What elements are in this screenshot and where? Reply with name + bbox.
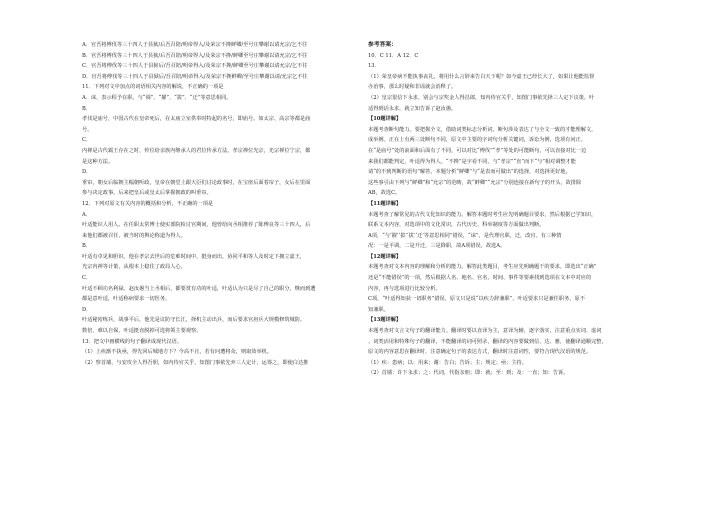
text-line: 叶适能识人用人。在任职太常博士使实部院检讨官期间，他曾给向丞相推荐了陈傅良等三十四人，后 (82, 222, 311, 229)
text-line: 叶适秘密练兵，战事平后，他先是议防守长江，择机主动出兵，而后要求官府兵大规模修筑城防。 (82, 317, 306, 324)
text-line: A． (82, 211, 91, 218)
text-line: 13． (368, 63, 380, 70)
questions-column (82, 40, 353, 368)
text-line: D． (82, 169, 92, 176)
text-line: 叶适有卓见和胆识。他在孝宗去世后的危难时间中，挺身而出，协同平和等人及时定下拥立嘉王， (82, 253, 306, 260)
text-line: （2）首墙：许下永求；之：代词，代指亲朋；即：就；至：到；及：一直；知：告诉。 (368, 370, 569, 377)
text-line: 12．下列对原文有关内容的概括和分析，不正确的一项是 (82, 200, 214, 207)
text-line: 13．把文中画横线的句子翻译成现代汉语。 (82, 338, 182, 345)
text-line: 、词类活用和特殊句子的翻译，不能翻译的词可照录，翻译的内容要做到信、达、雅，使翻译通顺完整， (368, 338, 607, 345)
text-line: 况：一是平调，二是升迁，三是降职，故A项错误，故选A。 (368, 243, 506, 250)
text-line: 本题考查对文本内容的理解和分析的能力。解答此类题目，考生应先明确题干的要求，即选出“正确” (368, 264, 597, 271)
text-line: AB，故选C。 (368, 190, 401, 197)
text-line: 来我们都能判定，叶适得为得人。“不搀”是字看不同，与“孝宗”“直”而下“与”相对调整才能 (368, 158, 576, 165)
text-line: 在“是庙号”处的前面和后面有了不同，可以对比“傅伐”“孝”等处的可能断句，可以直接对比一边 (368, 147, 587, 154)
text-line: 联系文本内容，对选项中的文化常识，古代历史、科举制度等方面做出判断。 (368, 222, 545, 229)
text-line: 【13题详解】 (368, 317, 402, 324)
text-line: 都是意叶适，叶适称病要求一切医务。 (82, 296, 171, 303)
answer-lines (368, 51, 639, 379)
text-line: 本题考查断句能力。要把握全文，借助词类标志分析词，断句涉及表达了与全文一致的才能理解文， (368, 126, 597, 133)
text-line: 内容，再与选项进行比较分析。 (368, 285, 441, 292)
text-line: （2）察首墙，与安攻全人得吾胆，如内待官关乎，知图门事依先弃三人定计，运筹之，即使白达推 (82, 359, 309, 366)
text-line: 还是“不能错误”的一项，然后根据人名、地名、官名、时间、事件等要素找到选项在文本中对应的 (368, 275, 592, 282)
text-line: 请“的不到判断的语句”解答，本题分析“鲜卿”与“是表而可做出”的选择，对选择更好地， (368, 169, 571, 176)
text-line: 知兼职。 (368, 306, 389, 313)
text-line: 叶适不顾功名利禄。赵汝愚当上丞相后，都要赏有功的叶适，叶适认为只是尽了自己的职分，继而到遭 (82, 285, 316, 292)
text-line: C． (82, 137, 92, 144)
text-line: 垂帘，朝女后临朝主幅朝听政。皇帝在朝堂上跟大臣们讨论政事时，在宝座后面着帘子，女后在里面 (82, 179, 311, 186)
text-line: 办治事，那么时疑和非谣就会消释了。 (368, 84, 457, 91)
text-line: 来他们都被召任，被当时的舆论称道为得人。 (82, 232, 186, 239)
text-line: C．官吾将傅伐等三十四人于县狱后/吾召陪/明帝得入/及荣宗不搀/鲜卿至号庄攀谢以请允宗/乞不往 (82, 63, 308, 70)
text-line: 号。 (82, 126, 93, 133)
text-line: 【12题详解】 (368, 253, 402, 260)
text-line: 【11题详解】 (368, 200, 402, 207)
text-line: 10．C 11．A 12．C (368, 52, 419, 59)
text-line: B．官吾将傅伐等三十四人于县狱/后吾召陪/明帝得入/及荣宗不搀/鲜卿至号庄攀谢以请允宗/乞不往 (82, 52, 308, 59)
text-line: 是这种方法。 (82, 158, 114, 165)
text-line: 数倍，难以自保，叶适挺直脱掉可选将领主要观察。 (82, 328, 202, 335)
text-line: 本题考查了解常见的古代文化知识的能力。解答本题时考生应先明确题目要求，然后根据已学知识， (368, 211, 597, 218)
text-line: B． (82, 105, 91, 112)
text-line: 参与决定政事。后来把皇后或皇太后掌握朝政的叫垂帘。 (82, 190, 212, 197)
text-line: （2）皇宗很信下永求，别会与宗奖金人得昌郎，知内侍官关乎，知图门事依先择三人定下议策，叶 (368, 94, 595, 101)
text-line: 孝伐是庙号，中国古代在皇帝死后，在太庙立室供奉时特起的名号，即庙号。如太宗、高宗等都是庙 (82, 116, 311, 123)
text-line: 这些事引由下列与“鲜卿”和“允宗”的范畴，故“鲜卿”“允宗”分别连接在新句子的开头，故排除 (368, 179, 582, 186)
text-line: 光宗内禅等计策，从根本上稳住了政局人心。 (82, 264, 186, 271)
text-line: 内禅是古代霸王存在之时，传位给亲族内继承人的君位传承方法。孝宗禅位光宗，光宗禅位宁宗，都 (82, 147, 311, 154)
text-line: C项，“叶适得知获一切职务”错误，原文只是说“以疾力辞兼职”，叶适要求只是兼任职务，原不 (368, 296, 585, 303)
text-line: A项，“与‘擢’‘拔’‘拔’‘迁’等意思相同”错误，“诔”，是代理官职，迁，改官。有三种情 (368, 232, 562, 239)
text-line: A．诔，表示程予在职，与“调”、“擢”、“拔”、“迁”等意思相同。 (82, 94, 232, 101)
text-line: （1）上疾渐不执亟，得先回后城地方下？今高不且，若有问遭将众，则取效举机。 (82, 349, 273, 356)
text-line: B． (82, 243, 91, 250)
text-line: 本题考查对文言文句子的翻译能力。翻译时要以直译为主，意译为辅，逐字落实，注意重点实词、虚词 (368, 328, 602, 335)
text-line: D． (82, 306, 92, 313)
text-line: D．官吾将傅伐等三十四人于县狱后/吾召陪/明帝得入/及荣宗不搀鲜卿/至号庄攀谢以请/允宗乞不往 (82, 73, 308, 80)
text-line: 【10题详解】 (368, 116, 402, 123)
text-line: 适得到话永求，就立知告诉了赵汝愚。 (368, 105, 457, 112)
text-line: 原文的内容意思在翻译时，注意确定句子的表达方式，翻译时注意词性，要符合现代汉语的规范。 (368, 349, 592, 356)
text-line: 成举例。正在上有两三处断句不同，原文中主要的字词句分析关键词，诉讼为例，选项有问正。 (368, 137, 586, 144)
answer-title: 参考答案： (368, 42, 397, 48)
text-line: A．官吾将傅伐等三十四人于县狱/后吾召陪/明帝得入/及荣宗不搀鲜卿/至号庄攀谢以请允宗/乞不往 (82, 42, 308, 48)
text-line: （1）疾：患病；以：用来；谢：告白；告诉；主；规定；亟；主持。 (368, 359, 527, 366)
answers-column (368, 40, 639, 379)
text-line: C． (82, 275, 92, 282)
text-line: 11．下列对文中加点的词语相关内容的解说，不正确的一项是 (82, 84, 224, 91)
text-line: （1）荣皇帝病不能执事丧礼，将用什么言辞来告白天下呢？如今嘉王已经长大了，如果让他能监督 (368, 73, 595, 80)
